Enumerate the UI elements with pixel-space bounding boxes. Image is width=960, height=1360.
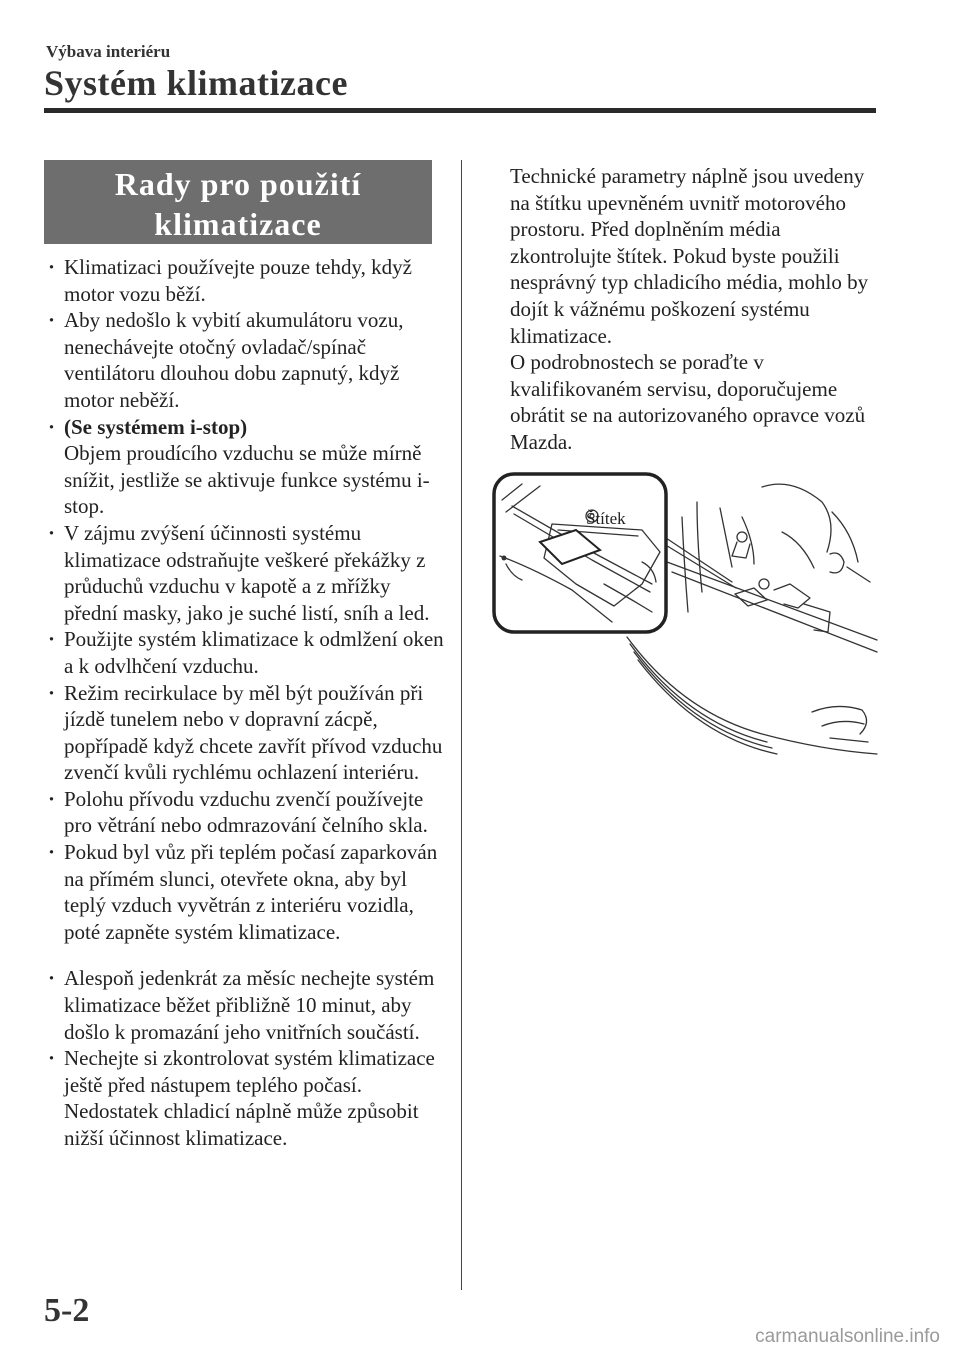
list-item — [48, 680, 448, 786]
list-item — [48, 965, 448, 1045]
list-item — [48, 414, 448, 520]
engine-bay-figure — [492, 472, 882, 762]
section-heading-box — [44, 160, 432, 244]
list-item-text: Nechejte si zkontrolovat systém klimatizace ještě před nástupem teplého počasí. Nedostatek chladicí náplně může způsobit nižší účinnost klimatizace. — [64, 1046, 435, 1150]
list-item-text: V zájmu zvýšení účinnosti systému klimatizace odstraňujte veškeré překážky z průduchů vzduchu v kapotě a z mřížky přední masky, jako je suché listí, sníh a led. — [64, 520, 430, 625]
page-number: 5-2 — [44, 1292, 90, 1329]
list-item — [48, 839, 448, 945]
list-item-text: Objem proudícího vzduchu se může mírně snížit, jestliže se aktivuje funkce systému i-stop. — [64, 441, 430, 519]
figure-label-stitek: Štítek — [586, 509, 626, 528]
list-item-text: Alespoň jedenkrát za měsíc nechejte systém klimatizace běžet přibližně 10 minut, aby došlo k promazání jeho vnitřních součástí. — [64, 966, 435, 1044]
page-title: Systém klimatizace — [44, 63, 348, 103]
section-heading-line2: klimatizace — [154, 206, 322, 242]
list-item-text: Pokud byl vůz při teplém počasí zaparkován na přímém slunci, otevřete okna, aby byl teplý vzduch vyvětrán z interiéru vozidla, poté zapněte systém klimatizace. — [64, 840, 438, 944]
list-item-text: Klimatizaci používejte pouze tehdy, když motor vozu běží. — [64, 255, 412, 306]
list-item — [48, 1045, 448, 1151]
title-rule — [44, 108, 876, 113]
list-item — [48, 254, 448, 307]
service-paragraph: O podrobnostech se poraďte v kvalifikovaném servisu, doporučujeme obrátit se na autorizovaného opravce vozů Mazda. — [510, 350, 866, 454]
refrigerant-paragraph: Technické parametry náplně jsou uvedeny na štítku upevněném uvnitř motorového prostoru. Před doplněním média zkontrolujte štítek. Pokud byste použili nesprávný typ chladicího média, mohlo by dojít k vážnému poškození systému klimatizace. — [510, 164, 869, 348]
list-item-heading: · (Se systémem i-stop) — [64, 414, 248, 439]
list-item-text: Použijte systém klimatizace k odmlžení oken a k odvlhčení vzduchu. — [64, 627, 444, 678]
list-item — [48, 786, 448, 839]
right-column-text — [510, 163, 882, 456]
list-item-text: Polohu přívodu vzduchu zvenčí používejte pro větrání nebo odmrazování čelního skla. — [64, 786, 428, 838]
list-item — [48, 626, 448, 679]
list-item-text: Režim recirkulace by měl být používán při jízdě tunelem nebo v dopravní zácpě, popřípadě když chcete zavřít přívod vzduchu zvenčí kvůli rychlému ochlazení interiéru. — [64, 680, 443, 785]
section-heading-line1: Rady pro použití — [114, 166, 362, 202]
list-item-text: Aby nedošlo k vybití akumulátoru vozu, nenechávejte otočný ovladač/spínač ventilátoru dlouhou dobu zapnutý, když motor neběží. — [64, 308, 404, 412]
list-item — [48, 307, 448, 413]
column-divider — [461, 160, 462, 1290]
engine-bay-illustration — [492, 472, 882, 762]
watermark: carmanualsonline.info — [755, 1326, 940, 1347]
list-item — [48, 520, 448, 626]
section-label: Výbava interiéru — [46, 42, 171, 61]
tips-list — [48, 254, 448, 1152]
